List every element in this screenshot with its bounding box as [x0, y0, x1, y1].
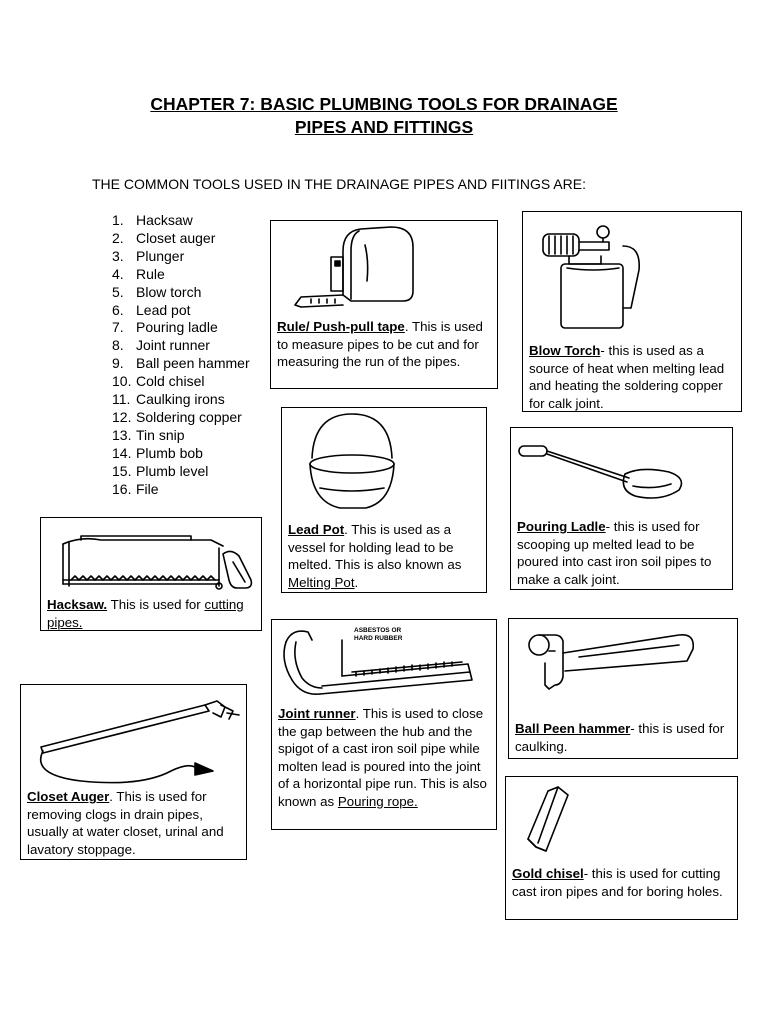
tool-list-item [112, 302, 250, 320]
tool-list-item [112, 355, 250, 373]
rule-caption [277, 318, 495, 371]
tool-list-item [112, 391, 250, 409]
figure-label-2: HARD RUBBER [354, 635, 403, 642]
ball-peen-name: Ball Peen hammer [515, 721, 631, 736]
tool-number: 5. [112, 283, 124, 300]
tool-list-item [112, 337, 250, 355]
tool-label: Plumb bob [136, 444, 203, 461]
lead-pot-name: Lead Pot [288, 522, 345, 537]
blow-torch-name: Blow Torch [529, 343, 601, 358]
intro-text: THE COMMON TOOLS USED IN THE DRAINAGE PIPES AND FIITINGS ARE: [92, 176, 586, 192]
tool-number: 11. [112, 391, 131, 408]
lead-pot-card [281, 407, 487, 593]
rule-name: Rule/ Push-pull tape [277, 319, 405, 334]
rule-desc: . This is used to measure pipes to be cut and for measuring the run of the pipes. [277, 319, 483, 370]
hacksaw-desc: This is used for [107, 597, 205, 612]
tool-label: Caulking irons [136, 391, 225, 408]
tool-list-item [112, 481, 250, 499]
tool-list-item [112, 266, 250, 284]
hacksaw-alt: cutting pipes. [47, 597, 244, 630]
tool-label: Tin snip [136, 426, 185, 443]
tool-label: Joint runner [136, 337, 210, 354]
pouring-ladle-caption [517, 518, 731, 588]
tool-list-item [112, 373, 250, 391]
joint-runner-name: Joint runner [278, 706, 356, 721]
title-line-1: CHAPTER 7: BASIC PLUMBING TOOLS FOR DRAINAGE [150, 94, 618, 114]
tool-number: 1. [112, 212, 124, 228]
lead-pot-desc: . This is used as a vessel for holding lead to be melted. This is also known as [288, 522, 462, 573]
tool-number: 13. [112, 426, 132, 443]
tool-list-item [112, 248, 250, 266]
hacksaw-name: Hacksaw. [47, 597, 108, 612]
pouring-ladle-figure [511, 428, 734, 513]
tool-number: 14. [112, 444, 132, 461]
tool-number: 15. [112, 462, 132, 479]
tool-list-item [112, 319, 250, 337]
pouring-ladle-name: Pouring Ladle [517, 519, 606, 534]
title-line-2: PIPES AND FITTINGS [294, 117, 474, 137]
gold-chisel-card [505, 776, 738, 920]
rule-card [270, 220, 498, 389]
tool-list-item [112, 230, 250, 248]
tool-number: 8. [112, 337, 124, 354]
ball-peen-caption [515, 720, 735, 755]
tool-list-item [112, 445, 250, 463]
pouring-ladle-card [510, 427, 733, 590]
tool-list-item [112, 284, 250, 302]
tool-label: Hacksaw [136, 212, 193, 228]
joint-runner-desc: . This is used to close the gap between the hub and the spigot of a cast iron soil pipe while molten lead is poured into the joint of a horizontal pipe run. This is also known as [278, 706, 487, 809]
tool-label: Cold chisel [136, 373, 205, 390]
tool-list-item [112, 463, 250, 481]
hacksaw-card [40, 517, 262, 631]
blow-torch-card [522, 211, 742, 412]
tool-label: Soldering copper [136, 408, 242, 425]
tool-number: 2. [112, 229, 124, 246]
joint-runner-alt: Pouring rope. [337, 793, 418, 809]
tool-number: 12. [112, 408, 132, 425]
blow-torch-desc: - this is used as a source of heat when melting lead and heating the soldering copper for calk joint. [529, 343, 725, 411]
pouring-ladle-desc: - this is used for scooping up melted lead to be poured into cast iron soil pipes to make a calk joint. [517, 519, 712, 587]
blow-torch-figure [523, 212, 743, 337]
hacksaw-figure [41, 518, 263, 598]
joint-runner-caption [278, 705, 494, 811]
lead-pot-end: . [354, 574, 359, 590]
tool-number: 16. [112, 480, 132, 497]
chisel-figure [506, 777, 739, 867]
tool-label: Pouring ladle [136, 319, 218, 336]
tool-label: Rule [136, 265, 165, 282]
joint-runner-card [271, 619, 497, 830]
lead-pot-caption [288, 521, 484, 591]
closet-auger-card [20, 684, 247, 860]
lead-pot-figure [282, 408, 488, 513]
tool-label: Ball peen hammer [136, 355, 250, 372]
tool-list-item [112, 427, 250, 445]
ball-peen-card [508, 618, 738, 759]
tool-label: Blow torch [136, 283, 202, 300]
closet-auger-caption [27, 788, 245, 858]
tape-measure-figure [271, 221, 499, 321]
tool-number: 10. [112, 373, 132, 390]
joint-runner-figure [272, 620, 498, 705]
gold-chisel-caption [512, 865, 736, 900]
gold-chisel-desc: - this is used for cutting cast iron pipes and for boring holes. [512, 866, 723, 899]
lead-pot-alt: Melting Pot [288, 574, 355, 590]
ball-peen-desc: - this is used for caulking. [515, 721, 725, 754]
closet-auger-figure [21, 685, 248, 785]
closet-auger-desc: . This is used for removing clogs in drain pipes, usually at water closet, urinal and lavatory stoppage. [27, 789, 224, 857]
tool-label: Plunger [136, 247, 185, 264]
tool-number: 9. [112, 355, 124, 372]
tool-label: Lead pot [136, 301, 191, 318]
closet-auger-name: Closet Auger [27, 789, 110, 804]
tool-list-item [112, 409, 250, 427]
tool-label: Plumb level [136, 462, 209, 479]
tool-list [112, 212, 250, 499]
tool-number: 4. [112, 265, 124, 282]
blow-torch-caption [529, 342, 739, 412]
gold-chisel-name: Gold chisel [512, 866, 584, 881]
page-title [0, 93, 768, 139]
tool-label: Closet auger [136, 229, 216, 246]
hacksaw-caption [47, 596, 259, 631]
tool-label: File [136, 480, 159, 497]
hammer-figure [509, 619, 739, 714]
tool-list-item [112, 212, 250, 230]
figure-label-1: ASBESTOS OR [354, 627, 402, 634]
tool-number: 6. [112, 301, 124, 318]
tool-number: 3. [112, 247, 124, 264]
tool-number: 7. [112, 319, 124, 336]
